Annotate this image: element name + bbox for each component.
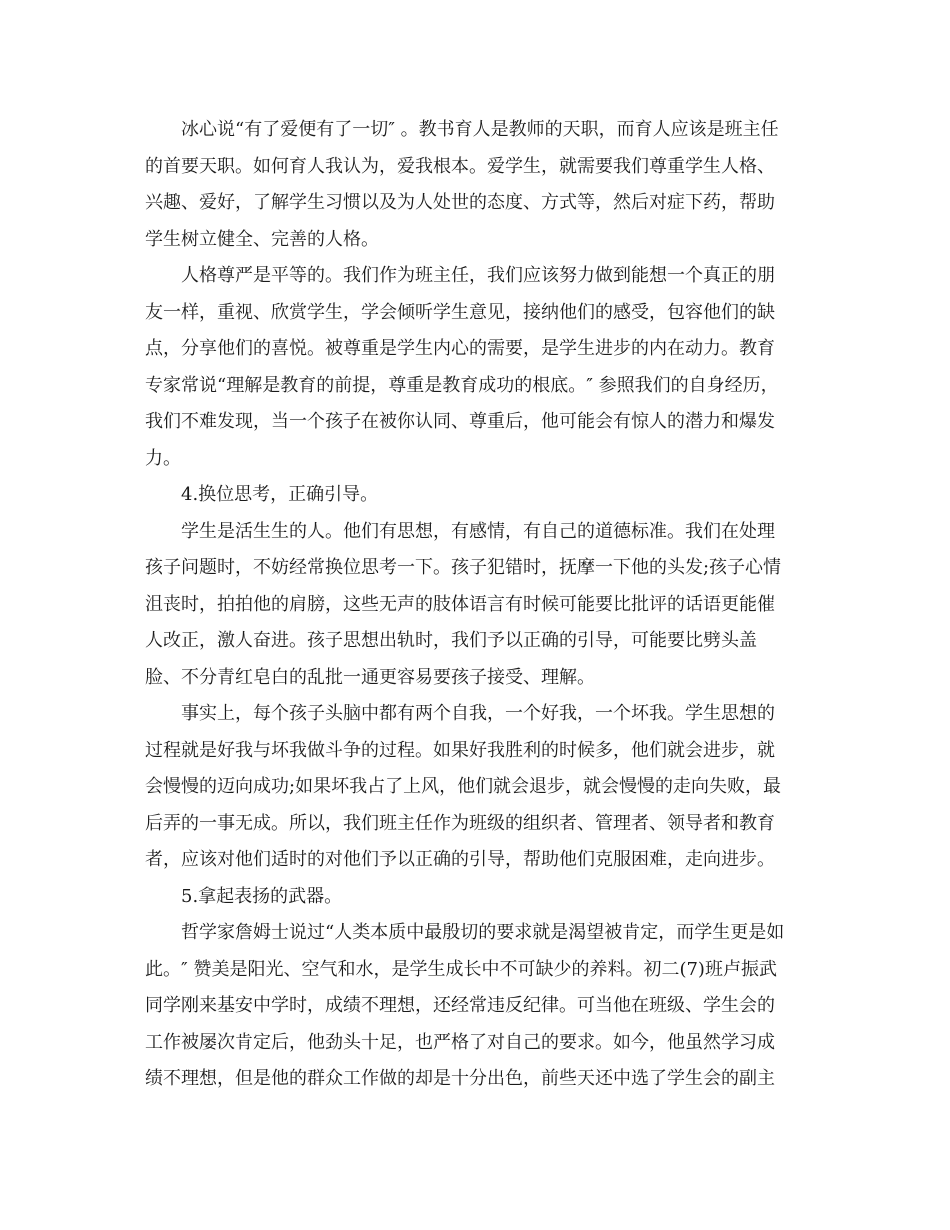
text-line: 冰心说“有了爱便有了一切″ 。教书育人是教师的天职，而育人应该是班主任 bbox=[181, 119, 779, 140]
text-line: 点，分享他们的喜悦。被尊重是学生内心的需要，是学生进步的内在动力。教育 bbox=[145, 338, 775, 359]
text-line: 力。 bbox=[145, 447, 181, 469]
text-line: 孩子问题时，不妨经常换位思考一下。孩子犯错时，抚摩一下他的头发;孩子心情 bbox=[145, 557, 782, 578]
paragraph bbox=[145, 477, 810, 514]
text-line: 专家常说“理解是教育的前提，尊重是教育成功的根底。″ 参照我们的自身经历， bbox=[145, 374, 779, 396]
text-line: 过程就是好我与坏我做斗争的过程。如果好我胜利的时候多，他们就会进步，就 bbox=[145, 739, 775, 761]
text-line: 人改正，激人奋进。孩子思想出轨时，我们予以正确的引导，可能要比劈头盖 bbox=[145, 630, 757, 651]
paragraph bbox=[145, 258, 810, 477]
text-line: 事实上，每个孩子头脑中都有两个自我，一个好我，一个坏我。学生思想的 bbox=[181, 703, 775, 724]
text-line: 兴趣、爱好，了解学生习惯以及为人处世的态度、方式等，然后对症下药，帮助 bbox=[145, 192, 775, 213]
text-line: 哲学家詹姆士说过“人类本质中最殷切的要求就是渴望被肯定，而学生更是如 bbox=[181, 922, 785, 943]
document-body bbox=[145, 112, 810, 1098]
text-line: 后弄的一事无成。所以，我们班主任作为班级的组织者、管理者、领导者和教育 bbox=[145, 812, 775, 834]
paragraph bbox=[145, 696, 810, 879]
text-line: 此。″ 赞美是阳光、空气和水，是学生成长中不可缺少的养料。初二(7)班卢振武 bbox=[145, 958, 777, 980]
text-line: 学生树立健全、完善的人格。 bbox=[145, 228, 379, 250]
text-line: 人格尊严是平等的。我们作为班主任，我们应该努力做到能想一个真正的朋 bbox=[181, 265, 775, 286]
text-line: 5.拿起表扬的武器。 bbox=[181, 885, 343, 907]
text-line: 学生是活生生的人。他们有思想，有感情，有自己的道德标准。我们在处理 bbox=[181, 520, 775, 542]
text-line: 脸、不分青红皂白的乱批一通更容易要孩子接受、理解。 bbox=[145, 666, 595, 688]
text-line: 的首要天职。如何育人我认为，爱我根本。爱学生，就需要我们尊重学生人格、 bbox=[145, 155, 775, 177]
paragraph bbox=[145, 514, 810, 697]
text-line: 4.换位思考，正确引导。 bbox=[181, 484, 379, 505]
paragraph bbox=[145, 879, 810, 916]
paragraph bbox=[145, 112, 810, 258]
text-line: 我们不难发现，当一个孩子在被你认同、尊重后，他可能会有惊人的潜力和爆发 bbox=[145, 411, 775, 432]
text-line: 者，应该对他们适时的对他们予以正确的引导，帮助他们克服困难，走向进步。 bbox=[145, 849, 775, 870]
text-line: 沮丧时，拍拍他的肩膀，这些无声的肢体语言有时候可能要比批评的话语更能催 bbox=[145, 593, 775, 615]
text-line: 友一样，重视、欣赏学生，学会倾听学生意见，接纳他们的感受，包容他们的缺 bbox=[145, 301, 775, 323]
text-line: 工作被屡次肯定后，他劲头十足，也严格了对自己的要求。如今，他虽然学习成 bbox=[145, 1031, 775, 1053]
text-line: 会慢慢的迈向成功;如果坏我占了上风，他们就会退步，就会慢慢的走向失败，最 bbox=[145, 776, 782, 797]
text-line: 绩不理想，但是他的群众工作做的却是十分出色，前些天还中选了学生会的副主 bbox=[145, 1068, 775, 1089]
paragraph bbox=[145, 915, 810, 1098]
text-line: 同学刚来基安中学时，成绩不理想，还经常违反纪律。可当他在班级、学生会的 bbox=[145, 995, 775, 1016]
